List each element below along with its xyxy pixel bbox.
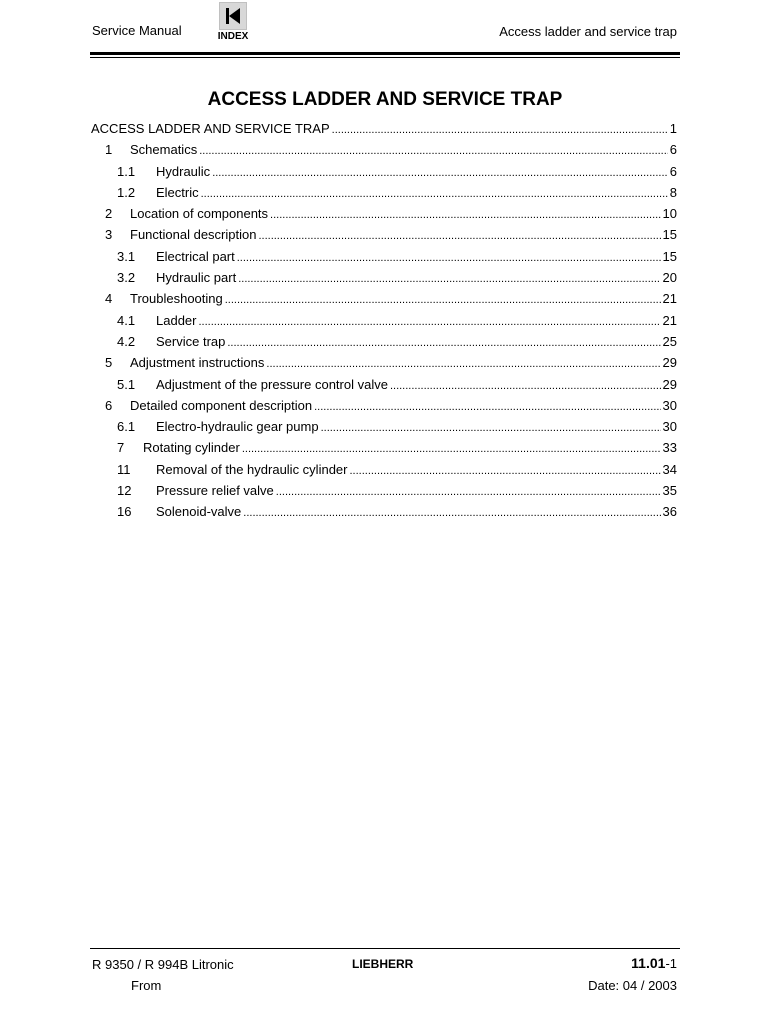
skip-to-start-icon bbox=[219, 2, 247, 30]
toc-entry-title: Troubleshooting bbox=[130, 291, 223, 307]
toc-entry[interactable] bbox=[91, 440, 677, 461]
footer-from: From bbox=[131, 978, 162, 993]
toc-entry[interactable] bbox=[91, 291, 677, 312]
toc-entry-number: 16 bbox=[117, 504, 132, 520]
toc-dot-leader bbox=[201, 185, 668, 200]
toc-entry-page: 21 bbox=[662, 291, 677, 307]
toc-entry-title: Schematics bbox=[130, 142, 198, 158]
toc-entry-title: Adjustment instructions bbox=[130, 355, 265, 371]
toc-dot-leader bbox=[198, 313, 660, 328]
footer-section-number: 11.01 bbox=[631, 955, 666, 971]
toc-entry-number: 3 bbox=[105, 227, 113, 243]
toc-dot-leader bbox=[243, 504, 660, 519]
toc-dot-leader bbox=[242, 440, 661, 455]
toc-entry-number: 5 bbox=[105, 355, 113, 371]
toc-entry-page: 34 bbox=[662, 461, 677, 477]
toc-entry-title: Functional description bbox=[130, 227, 257, 243]
toc-entry-title: Rotating cylinder bbox=[143, 440, 240, 456]
toc-entry-number: 4.2 bbox=[117, 333, 136, 349]
toc-dot-leader bbox=[270, 206, 660, 221]
toc-entry-title: Electric bbox=[156, 184, 199, 200]
toc-entry-number: 6 bbox=[105, 397, 113, 413]
toc-entry[interactable] bbox=[91, 355, 677, 376]
toc-entry-page: 30 bbox=[662, 419, 677, 435]
toc-entry-page: 29 bbox=[662, 355, 677, 371]
toc-entry[interactable] bbox=[91, 398, 677, 419]
toc-entry-page: 33 bbox=[662, 440, 677, 456]
toc-entry-page: 21 bbox=[662, 312, 677, 328]
toc-entry-title: Adjustment of the pressure control valve bbox=[156, 376, 388, 392]
toc-entry-number: 4.1 bbox=[117, 312, 136, 328]
toc-entry-title: Hydraulic bbox=[156, 163, 211, 179]
toc-entry-number: 11 bbox=[117, 461, 131, 477]
toc-entry-title: Service trap bbox=[156, 333, 226, 349]
toc-dot-leader bbox=[237, 249, 661, 264]
toc-dot-leader bbox=[332, 121, 668, 136]
toc-dot-leader bbox=[276, 483, 661, 498]
toc-entry-title: Ladder bbox=[156, 312, 197, 328]
toc-entry-title: ACCESS LADDER AND SERVICE TRAP bbox=[91, 121, 330, 136]
toc-entry[interactable] bbox=[91, 313, 677, 334]
toc-entry-page: 15 bbox=[662, 227, 677, 243]
page-title: ACCESS LADDER AND SERVICE TRAP bbox=[207, 89, 563, 110]
toc-entry-page: 35 bbox=[662, 483, 677, 499]
table-of-contents bbox=[91, 121, 677, 526]
toc-entry-number: 2 bbox=[105, 206, 113, 222]
toc-entry-title: Detailed component description bbox=[130, 397, 313, 413]
toc-entry-title: Pressure relief valve bbox=[156, 483, 274, 499]
toc-dot-leader bbox=[227, 334, 660, 349]
toc-entry[interactable] bbox=[91, 483, 677, 504]
toc-entry[interactable] bbox=[91, 121, 677, 142]
toc-entry-page: 29 bbox=[662, 376, 677, 392]
toc-entry-page: 30 bbox=[662, 397, 677, 413]
toc-entry[interactable] bbox=[91, 270, 677, 291]
toc-entry-number: 7 bbox=[117, 440, 125, 456]
toc-entry-page: 6 bbox=[669, 163, 677, 179]
toc-entry-number: 3.1 bbox=[117, 248, 136, 264]
toc-dot-leader bbox=[349, 462, 660, 477]
index-button[interactable] bbox=[215, 2, 251, 42]
toc-entry-number: 12 bbox=[117, 483, 132, 499]
toc-entry-number: 6.1 bbox=[117, 419, 136, 435]
toc-dot-leader bbox=[266, 355, 660, 370]
toc-entry[interactable] bbox=[91, 227, 677, 248]
toc-entry[interactable] bbox=[91, 419, 677, 440]
footer-brand: LIEBHERR bbox=[352, 957, 414, 971]
toc-entry-page: 6 bbox=[669, 142, 677, 158]
toc-entry[interactable] bbox=[91, 504, 677, 525]
toc-entry[interactable] bbox=[91, 462, 677, 483]
toc-entry-title: Removal of the hydraulic cylinder bbox=[156, 461, 348, 477]
toc-entry-number: 1.2 bbox=[117, 184, 136, 200]
toc-entry-title: Electrical part bbox=[156, 248, 235, 264]
toc-dot-leader bbox=[321, 419, 661, 434]
toc-entry[interactable] bbox=[91, 334, 677, 355]
toc-entry-number: 5.1 bbox=[117, 376, 136, 392]
footer-model: R 9350 / R 994B Litronic bbox=[92, 957, 234, 972]
toc-entry-page: 36 bbox=[662, 504, 677, 520]
footer-date: Date: 04 / 2003 bbox=[588, 978, 677, 993]
toc-entry-number: 4 bbox=[105, 291, 113, 307]
toc-entry-number: 1.1 bbox=[117, 163, 136, 179]
toc-dot-leader bbox=[390, 377, 661, 392]
toc-entry[interactable] bbox=[91, 249, 677, 270]
footer-page-number: -1 bbox=[665, 956, 677, 971]
toc-entry-page: 8 bbox=[669, 184, 677, 200]
toc-dot-leader bbox=[212, 164, 668, 179]
toc-entry-title: Hydraulic part bbox=[156, 270, 237, 286]
footer-page-code bbox=[631, 955, 677, 971]
header-section-title: Access ladder and service trap bbox=[499, 24, 677, 39]
toc-entry-page: 1 bbox=[669, 121, 677, 136]
toc-entry[interactable] bbox=[91, 206, 677, 227]
index-label: INDEX bbox=[217, 31, 249, 42]
toc-dot-leader bbox=[314, 398, 660, 413]
toc-entry[interactable] bbox=[91, 377, 677, 398]
toc-dot-leader bbox=[225, 291, 661, 306]
toc-entry-title: Location of components bbox=[130, 206, 269, 222]
toc-entry-title: Electro-hydraulic gear pump bbox=[156, 419, 319, 435]
toc-dot-leader bbox=[199, 142, 668, 157]
toc-entry-page: 15 bbox=[662, 248, 677, 264]
toc-entry-page: 10 bbox=[662, 206, 677, 222]
toc-entry[interactable] bbox=[91, 164, 677, 185]
toc-dot-leader bbox=[258, 227, 660, 242]
toc-entry[interactable] bbox=[91, 185, 677, 206]
footer-divider bbox=[90, 948, 680, 949]
header-manual-title: Service Manual bbox=[92, 23, 182, 38]
toc-dot-leader bbox=[238, 270, 660, 285]
toc-entry-page: 25 bbox=[662, 333, 677, 349]
toc-entry-number: 1 bbox=[105, 142, 113, 158]
toc-entry[interactable] bbox=[91, 142, 677, 163]
toc-entry-number: 3.2 bbox=[117, 270, 136, 286]
toc-entry-title: Solenoid-valve bbox=[156, 504, 242, 520]
header-divider bbox=[90, 52, 680, 58]
toc-entry-page: 20 bbox=[662, 270, 677, 286]
